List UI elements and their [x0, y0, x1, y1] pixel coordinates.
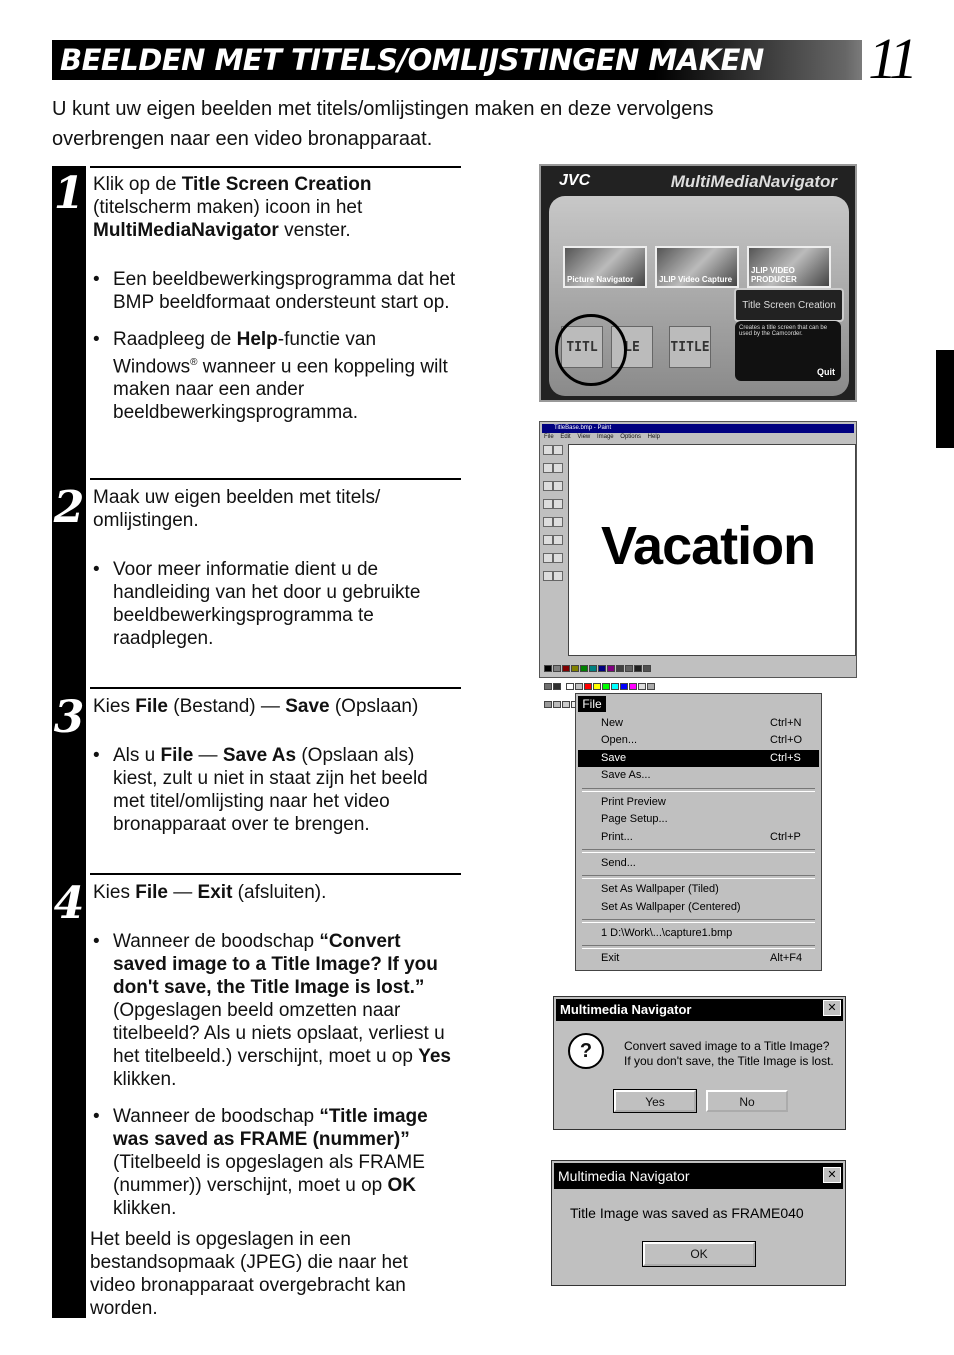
- page-number: 11: [862, 28, 920, 90]
- title-tile-1[interactable]: TITL: [561, 326, 603, 368]
- footer-note: Het beeld is opgeslagen in een bestandsopmaak (JPEG) die naar het video bronapparaat overgebracht kan worden.: [90, 1229, 408, 1319]
- step-1-instruction: Klik op de Title Screen Creation (titelscherm maken) icoon in het MultiMediaNavigator venster.: [93, 174, 372, 241]
- step-number-3: 3: [53, 692, 85, 743]
- menu-item-page-setup[interactable]: Page Setup...: [601, 813, 668, 825]
- page-title: BEELDEN MET TITELS/OMLIJSTINGEN MAKEN: [60, 43, 764, 77]
- menu-file[interactable]: File: [544, 434, 554, 440]
- file-menu: [575, 693, 822, 971]
- question-icon: ?: [568, 1033, 604, 1069]
- ok-button[interactable]: OK: [643, 1242, 755, 1266]
- menu-edit[interactable]: Edit: [560, 434, 571, 440]
- tool-icon[interactable]: [543, 445, 553, 455]
- tool-icon[interactable]: [553, 571, 563, 581]
- step-3-text: [93, 695, 459, 850]
- paint-menubar: [544, 433, 665, 441]
- mmn-panel: [549, 196, 849, 396]
- step-1-text: [93, 173, 459, 438]
- menu-item-send[interactable]: Send...: [601, 857, 636, 869]
- menu-help[interactable]: Help: [647, 434, 660, 440]
- tool-icon[interactable]: [543, 571, 553, 581]
- tool-icon[interactable]: [553, 499, 563, 509]
- tool-icon[interactable]: [543, 553, 553, 563]
- tool-icon[interactable]: [553, 481, 563, 491]
- quit-button[interactable]: Quit: [817, 367, 835, 377]
- dialog-title: Multimedia Navigator: [554, 1163, 843, 1189]
- step-4-instruction: Kies File — Exit (afsluiten).: [93, 882, 327, 903]
- menu-item-save[interactable]: Save Ctrl+S: [578, 750, 819, 767]
- dialog-title: Multimedia Navigator: [556, 999, 843, 1021]
- convert-dialog: [553, 996, 846, 1130]
- multimedianavigator-window: [539, 164, 857, 402]
- paint-title-bar: TitleBase.bmp - Paint: [542, 424, 854, 433]
- tool-icon[interactable]: [543, 463, 553, 473]
- step-divider: [90, 687, 461, 689]
- intro-text: U kunt uw eigen beelden met titels/omlijstingen maken en deze vervolgens overbrengen naar een video bronapparaat.: [52, 98, 714, 150]
- dialog-message-line-2: If you don't save, the Title Image is lost.: [624, 1054, 834, 1068]
- file-menu-tab[interactable]: File: [578, 696, 606, 712]
- dialog-message: Title Image was saved as FRAME040: [570, 1205, 804, 1221]
- paint-window: [539, 421, 857, 678]
- step-3-bullet-1: • Als u File — Save As (Opslaan als) kiest, zult u niet in staat zijn het beeld met titel/omlijsting naar het video bronapparaat over te brengen.: [93, 744, 459, 836]
- paint-toolbox: [543, 443, 563, 569]
- menu-view[interactable]: View: [577, 434, 591, 440]
- menu-item-print[interactable]: Print... Ctrl+P: [601, 831, 801, 843]
- menu-separator: [582, 788, 815, 792]
- tool-icon[interactable]: [553, 445, 563, 455]
- close-icon[interactable]: ✕: [823, 1000, 841, 1016]
- paint-canvas[interactable]: [568, 444, 856, 656]
- step-divider: [90, 873, 461, 875]
- picture-navigator-button[interactable]: Picture Navigator: [563, 246, 647, 288]
- jvc-logo: JVC: [559, 172, 591, 189]
- step-divider: [90, 166, 461, 168]
- video-capture-button[interactable]: JLIP Video Capture: [655, 246, 739, 288]
- dialog-message-line-1: Convert saved image to a Title Image?: [624, 1039, 830, 1053]
- menu-separator: [582, 919, 815, 923]
- step-number-1: 1: [53, 168, 85, 219]
- step-4-bullet-1: • Wanneer de boodschap “Convert saved image to a Title Image? If you don't save, the Title Image is lost.” (Opgeslagen beeld omzetten naar titelbeeld? Als u niets opslaat, verliest u het titelbeeld.) verschijnt, moet u op Yes klikken.: [93, 930, 459, 1091]
- menu-item-save-as[interactable]: Save As...: [601, 769, 651, 781]
- step-2-text: [93, 486, 459, 664]
- saved-dialog: [551, 1160, 846, 1286]
- menu-item-exit[interactable]: Exit Alt+F4: [601, 952, 803, 964]
- tool-icon[interactable]: [543, 499, 553, 509]
- menu-item-recent-file[interactable]: 1 D:\Work\...\capture1.bmp: [601, 927, 733, 939]
- description-box: [735, 321, 841, 381]
- video-producer-button[interactable]: JLIP VIDEO PRODUCER: [747, 246, 831, 288]
- tool-icon[interactable]: [543, 517, 553, 527]
- step-2-bullet-1: • Voor meer informatie dient u de handleiding van het door u gebruikte beeldbewerkingsprogramma te raadplegen.: [93, 558, 459, 650]
- close-icon[interactable]: ✕: [823, 1167, 841, 1183]
- highlight-circle: [555, 314, 627, 386]
- menu-options[interactable]: Options: [620, 434, 641, 440]
- menu-separator: [582, 945, 815, 949]
- step-4-bullet-2: • Wanneer de boodschap “Title image was saved as FRAME (nummer)” (Titelbeeld is opgeslagen als FRAME (nummer)) verschijnt, moet u op OK klikken.: [93, 1105, 459, 1220]
- section-tab-marker: [936, 350, 954, 448]
- color-palette: [544, 660, 658, 674]
- canvas-title-text: Vacation: [601, 516, 816, 576]
- menu-item-print-preview[interactable]: Print Preview: [601, 796, 666, 808]
- mmn-title: MultiMediaNavigator: [670, 172, 837, 191]
- title-tile-3[interactable]: TITLE: [669, 326, 711, 368]
- tool-icon[interactable]: [543, 481, 553, 491]
- step-3-instruction: Kies File (Bestand) — Save (Opslaan): [93, 696, 419, 717]
- menu-separator: [582, 849, 815, 853]
- description-text: Creates a title screen that can be used by the Camcorder.: [739, 325, 828, 337]
- tool-icon[interactable]: [553, 553, 563, 563]
- step-1-bullet-1: • Een beeldbewerkingsprogramma dat het BMP beeldformaat ondersteunt start op.: [93, 268, 459, 314]
- step-number-2: 2: [53, 482, 85, 533]
- menu-image[interactable]: Image: [596, 434, 614, 440]
- menu-item-open[interactable]: Open... Ctrl+O: [601, 734, 803, 746]
- step-divider: [90, 478, 461, 480]
- no-button[interactable]: No: [706, 1090, 788, 1112]
- menu-item-wallpaper-centered[interactable]: Set As Wallpaper (Centered): [601, 901, 741, 913]
- tool-icon[interactable]: [543, 535, 553, 545]
- step-2-instruction: Maak uw eigen beelden met titels/ omlijstingen.: [93, 487, 381, 531]
- menu-separator: [582, 875, 815, 879]
- step-4-text: [93, 881, 459, 1234]
- yes-button[interactable]: Yes: [614, 1090, 696, 1112]
- step-1-bullet-2: • Raadpleeg de Help-functie van Windows® wanneer u een koppeling wilt maken naar een ander beeldbewerkingsprogramma.: [93, 328, 459, 424]
- menu-item-wallpaper-tiled[interactable]: Set As Wallpaper (Tiled): [601, 883, 719, 895]
- step-number-4: 4: [53, 878, 85, 929]
- menu-item-new[interactable]: New Ctrl+N: [601, 717, 802, 729]
- tool-icon[interactable]: [553, 463, 563, 473]
- tool-icon[interactable]: [553, 517, 563, 527]
- tool-icon[interactable]: [553, 535, 563, 545]
- title-tile-2[interactable]: LE: [611, 326, 653, 368]
- title-screen-creation-label[interactable]: Title Screen Creation: [734, 288, 844, 322]
